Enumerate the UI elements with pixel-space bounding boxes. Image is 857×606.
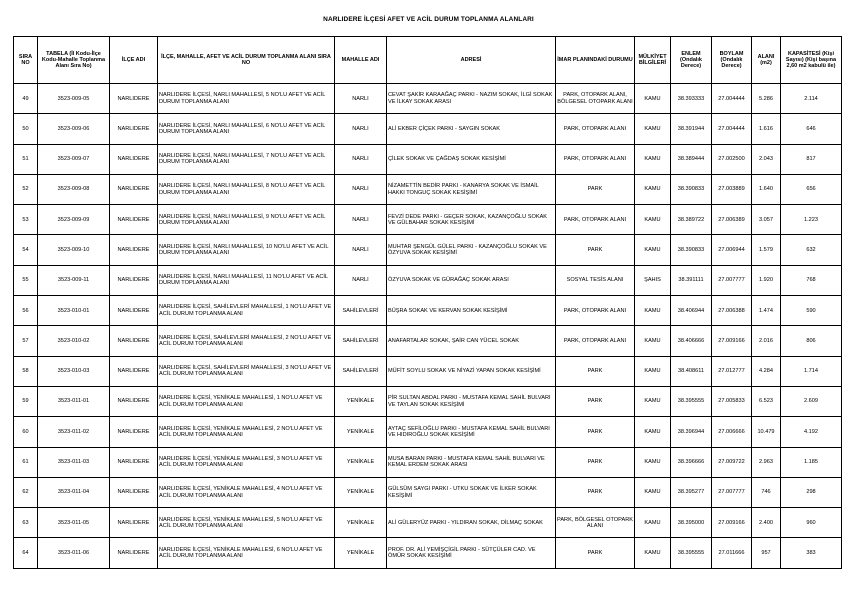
cell-alan-adi: NARLIDERE İLÇESİ, NARLI MAHALLESİ, 7 NO'LU AFET VE ACİL DURUM TOPLANMA ALANI	[158, 144, 335, 174]
table-row	[14, 477, 842, 507]
cell-sira-no: 60	[14, 417, 38, 447]
cell-alan-adi: NARLIDERE İLÇESİ, NARLI MAHALLESİ, 6 NO'LU AFET VE ACİL DURUM TOPLANMA ALANI	[158, 114, 335, 144]
header-enlem: ENLEM (Ondalık Derece)	[671, 37, 712, 84]
cell-adres: PİR SULTAN ABDAL PARKI - MUSTAFA KEMAL SAHİL BULVARI VE TAYLAN SOKAK KESİŞİMİ	[387, 386, 556, 416]
cell-mahalle-adi: NARLI	[335, 265, 387, 295]
cell-enlem: 38.408611	[671, 356, 712, 386]
header-ilce-adi: İLÇE ADI	[110, 37, 158, 84]
cell-boylam: 27.011666	[712, 538, 752, 568]
cell-mulkiyet: KAMU	[635, 326, 671, 356]
cell-mahalle-adi: NARLI	[335, 205, 387, 235]
cell-enlem: 38.391111	[671, 265, 712, 295]
cell-mahalle-adi: YENİKALE	[335, 477, 387, 507]
cell-ilce-adi: NARLIDERE	[110, 265, 158, 295]
cell-mulkiyet: KAMU	[635, 235, 671, 265]
cell-kapasite: 656	[781, 174, 842, 204]
cell-enlem: 38.390833	[671, 174, 712, 204]
header-alan-adi: İLÇE, MAHALLE, AFET VE ACİL DURUM TOPLANMA ALANI SIRA NO	[158, 37, 335, 84]
table-row	[14, 538, 842, 568]
cell-boylam: 27.007777	[712, 265, 752, 295]
cell-imar: SOSYAL TESİS ALANI	[556, 265, 635, 295]
cell-mahalle-adi: YENİKALE	[335, 447, 387, 477]
cell-tabela: 3523-009-07	[38, 144, 110, 174]
cell-alan-adi: NARLIDERE İLÇESİ, NARLI MAHALLESİ, 9 NO'LU AFET VE ACİL DURUM TOPLANMA ALANI	[158, 205, 335, 235]
cell-enlem: 38.390833	[671, 235, 712, 265]
header-adres: ADRESİ	[387, 37, 556, 84]
cell-boylam: 27.006389	[712, 205, 752, 235]
cell-sira-no: 58	[14, 356, 38, 386]
table-row	[14, 508, 842, 538]
cell-alan-adi: NARLIDERE İLÇESİ, SAHİLEVLERİ MAHALLESİ, 3 NO'LU AFET VE ACİL DURUM TOPLANMA ALANI	[158, 356, 335, 386]
cell-mulkiyet: KAMU	[635, 508, 671, 538]
cell-adres: ÇİLEK SOKAK VE ÇAĞDAŞ SOKAK KESİŞİMİ	[387, 144, 556, 174]
table-row	[14, 84, 842, 114]
cell-alan-adi: NARLIDERE İLÇESİ, YENİKALE MAHALLESİ, 4 NO'LU AFET VE ACİL DURUM TOPLANMA ALANI	[158, 477, 335, 507]
cell-kapasite: 4.192	[781, 417, 842, 447]
cell-sira-no: 59	[14, 386, 38, 416]
cell-boylam: 27.006388	[712, 296, 752, 326]
assembly-areas-table	[13, 36, 842, 569]
header-alani: ALANI (m2)	[752, 37, 781, 84]
cell-alani: 3.057	[752, 205, 781, 235]
cell-adres: NİZAMETTİN BEDİR PARKI - KANARYA SOKAK VE İSMAİL HAKKI TONGUÇ SOKAK KESİŞİMİ	[387, 174, 556, 204]
header-tabela: TABELA (İl Kodu-İlçe Kodu-Mahalle Toplanma Alanı Sıra No)	[38, 37, 110, 84]
table-row	[14, 447, 842, 477]
cell-alan-adi: NARLIDERE İLÇESİ, SAHİLEVLERİ MAHALLESİ, 1 NO'LU AFET VE ACİL DURUM TOPLANMA ALANI	[158, 296, 335, 326]
cell-imar: PARK, OTOPARK ALANI	[556, 296, 635, 326]
header-imar: İMAR PLANINDAKİ DURUMU	[556, 37, 635, 84]
cell-kapasite: 817	[781, 144, 842, 174]
cell-kapasite: 1.223	[781, 205, 842, 235]
cell-ilce-adi: NARLIDERE	[110, 296, 158, 326]
cell-mulkiyet: KAMU	[635, 538, 671, 568]
cell-kapasite: 1.714	[781, 356, 842, 386]
cell-boylam: 27.006666	[712, 417, 752, 447]
cell-mulkiyet: KAMU	[635, 296, 671, 326]
cell-alani: 1.640	[752, 174, 781, 204]
cell-enlem: 38.406944	[671, 296, 712, 326]
cell-imar: PARK	[556, 174, 635, 204]
cell-kapasite: 806	[781, 326, 842, 356]
cell-mahalle-adi: NARLI	[335, 174, 387, 204]
cell-adres: FEVZİ DEDE PARKI - GEÇER SOKAK, KAZANÇOĞLU SOKAK VE GÜLBAHAR SOKAK KESİŞİMİ	[387, 205, 556, 235]
cell-imar: PARK	[556, 417, 635, 447]
cell-alan-adi: NARLIDERE İLÇESİ, YENİKALE MAHALLESİ, 3 NO'LU AFET VE ACİL DURUM TOPLANMA ALANI	[158, 447, 335, 477]
cell-alani: 5.286	[752, 84, 781, 114]
cell-sira-no: 63	[14, 508, 38, 538]
cell-ilce-adi: NARLIDERE	[110, 508, 158, 538]
cell-ilce-adi: NARLIDERE	[110, 326, 158, 356]
cell-kapasite: 383	[781, 538, 842, 568]
cell-adres: MUSA BARAN PARKI - MUSTAFA KEMAL SAHİL BULVARI VE KEMAL ERDEM SOKAK ARASI	[387, 447, 556, 477]
cell-enlem: 38.396944	[671, 417, 712, 447]
cell-sira-no: 57	[14, 326, 38, 356]
cell-tabela: 3523-010-01	[38, 296, 110, 326]
cell-boylam: 27.004444	[712, 84, 752, 114]
cell-kapasite: 960	[781, 508, 842, 538]
cell-tabela: 3523-011-04	[38, 477, 110, 507]
cell-enlem: 38.395277	[671, 477, 712, 507]
cell-enlem: 38.391944	[671, 114, 712, 144]
cell-imar: PARK, OTOPARK ALANI, BÖLGESEL OTOPARK ALANI	[556, 84, 635, 114]
cell-adres: MÜFİT SOYLU SOKAK VE NİYAZİ YAPAN SOKAK KESİŞİMİ	[387, 356, 556, 386]
cell-adres: ALİ EKBER ÇİÇEK PARKI - SAYGIN SOKAK	[387, 114, 556, 144]
cell-boylam: 27.009166	[712, 508, 752, 538]
cell-tabela: 3523-010-02	[38, 326, 110, 356]
cell-mahalle-adi: NARLI	[335, 144, 387, 174]
table-row	[14, 417, 842, 447]
table-row	[14, 205, 842, 235]
cell-mulkiyet: KAMU	[635, 386, 671, 416]
cell-mahalle-adi: YENİKALE	[335, 508, 387, 538]
cell-mahalle-adi: NARLI	[335, 84, 387, 114]
table-row	[14, 174, 842, 204]
cell-alani: 10.479	[752, 417, 781, 447]
cell-adres: CEVAT ŞAKİR KARAAĞAÇ PARKI - NAZIM SOKAK, İLGİ SOKAK VE İLKAY SOKAK ARASI	[387, 84, 556, 114]
cell-tabela: 3523-011-02	[38, 417, 110, 447]
cell-imar: PARK, OTOPARK ALANI	[556, 326, 635, 356]
cell-enlem: 38.396666	[671, 447, 712, 477]
cell-sira-no: 49	[14, 84, 38, 114]
cell-ilce-adi: NARLIDERE	[110, 386, 158, 416]
cell-boylam: 27.009166	[712, 326, 752, 356]
cell-alani: 957	[752, 538, 781, 568]
header-boylam: BOYLAM (Ondalık Derece)	[712, 37, 752, 84]
cell-sira-no: 62	[14, 477, 38, 507]
document-title: NARLIDERE İLÇESİ AFET VE ACİL DURUM TOPLANMA ALANLARI	[323, 16, 534, 23]
cell-enlem: 38.389444	[671, 144, 712, 174]
cell-adres: ÖZYUVA SOKAK VE GÜRAĞAÇ SOKAK ARASI	[387, 265, 556, 295]
cell-imar: PARK, OTOPARK ALANI	[556, 205, 635, 235]
cell-enlem: 38.395555	[671, 386, 712, 416]
cell-enlem: 38.393333	[671, 84, 712, 114]
table-row	[14, 265, 842, 295]
cell-adres: BÜŞRA SOKAK VE KERVAN SOKAK KESİŞİMİ	[387, 296, 556, 326]
cell-mulkiyet: KAMU	[635, 205, 671, 235]
cell-ilce-adi: NARLIDERE	[110, 205, 158, 235]
cell-ilce-adi: NARLIDERE	[110, 84, 158, 114]
cell-boylam: 27.012777	[712, 356, 752, 386]
cell-adres: MUHTAR ŞENGÜL GÜLEL PARKI - KAZANÇOĞLU SOKAK VE ÖZYUVA SOKAK KESİŞİMİ	[387, 235, 556, 265]
cell-sira-no: 51	[14, 144, 38, 174]
cell-imar: PARK	[556, 356, 635, 386]
table-row	[14, 114, 842, 144]
cell-tabela: 3523-011-05	[38, 508, 110, 538]
table-row	[14, 235, 842, 265]
cell-mahalle-adi: SAHİLEVLERİ	[335, 326, 387, 356]
cell-ilce-adi: NARLIDERE	[110, 235, 158, 265]
cell-imar: PARK, OTOPARK ALANI	[556, 144, 635, 174]
cell-alan-adi: NARLIDERE İLÇESİ, SAHİLEVLERİ MAHALLESİ, 2 NO'LU AFET VE ACİL DURUM TOPLANMA ALANI	[158, 326, 335, 356]
cell-boylam: 27.009722	[712, 447, 752, 477]
cell-alani: 1.920	[752, 265, 781, 295]
cell-alan-adi: NARLIDERE İLÇESİ, YENİKALE MAHALLESİ, 5 NO'LU AFET VE ACİL DURUM TOPLANMA ALANI	[158, 508, 335, 538]
cell-adres: AYTAÇ SEFİLOĞLU PARKI - MUSTAFA KEMAL SAHİL BULVARI VE HIDIROĞLU SOKAK KESİŞİMİ	[387, 417, 556, 447]
cell-alan-adi: NARLIDERE İLÇESİ, NARLI MAHALLESİ, 10 NO'LU AFET VE ACİL DURUM TOPLANMA ALANI	[158, 235, 335, 265]
cell-kapasite: 768	[781, 265, 842, 295]
cell-alani: 2.043	[752, 144, 781, 174]
header-sira-no: SIRA NO	[14, 37, 38, 84]
cell-tabela: 3523-011-03	[38, 447, 110, 477]
cell-sira-no: 55	[14, 265, 38, 295]
cell-mulkiyet: KAMU	[635, 174, 671, 204]
cell-mulkiyet: KAMU	[635, 84, 671, 114]
cell-mahalle-adi: YENİKALE	[335, 538, 387, 568]
cell-alani: 746	[752, 477, 781, 507]
cell-ilce-adi: NARLIDERE	[110, 174, 158, 204]
table-body	[14, 84, 842, 569]
cell-alani: 1.474	[752, 296, 781, 326]
cell-tabela: 3523-009-05	[38, 84, 110, 114]
cell-kapasite: 590	[781, 296, 842, 326]
cell-boylam: 27.004444	[712, 114, 752, 144]
cell-tabela: 3523-009-10	[38, 235, 110, 265]
cell-ilce-adi: NARLIDERE	[110, 417, 158, 447]
cell-sira-no: 50	[14, 114, 38, 144]
cell-mulkiyet: KAMU	[635, 144, 671, 174]
cell-mahalle-adi: NARLI	[335, 235, 387, 265]
cell-kapasite: 632	[781, 235, 842, 265]
cell-enlem: 38.406666	[671, 326, 712, 356]
cell-imar: PARK	[556, 447, 635, 477]
cell-boylam: 27.006944	[712, 235, 752, 265]
cell-ilce-adi: NARLIDERE	[110, 477, 158, 507]
cell-imar: PARK, BÖLGESEL OTOPARK ALANI	[556, 508, 635, 538]
cell-sira-no: 56	[14, 296, 38, 326]
cell-ilce-adi: NARLIDERE	[110, 114, 158, 144]
cell-imar: PARK	[556, 235, 635, 265]
cell-alan-adi: NARLIDERE İLÇESİ, NARLI MAHALLESİ, 5 NO'LU AFET VE ACİL DURUM TOPLANMA ALANI	[158, 84, 335, 114]
cell-imar: PARK	[556, 538, 635, 568]
cell-tabela: 3523-009-09	[38, 205, 110, 235]
cell-adres: PROF. DR. ALİ YEMİŞÇİGİL PARKI - SÜTÇÜLER CAD. VE ÖMÜR SOKAK KESİŞİMİ	[387, 538, 556, 568]
cell-mulkiyet: KAMU	[635, 477, 671, 507]
cell-alan-adi: NARLIDERE İLÇESİ, YENİKALE MAHALLESİ, 1 NO'LU AFET VE ACİL DURUM TOPLANMA ALANI	[158, 386, 335, 416]
cell-mulkiyet: KAMU	[635, 114, 671, 144]
cell-sira-no: 64	[14, 538, 38, 568]
cell-tabela: 3523-010-03	[38, 356, 110, 386]
header-row	[14, 37, 842, 84]
cell-adres: ANAFARTALAR SOKAK, ŞAİR CAN YÜCEL SOKAK	[387, 326, 556, 356]
cell-mulkiyet: KAMU	[635, 417, 671, 447]
cell-boylam: 27.007777	[712, 477, 752, 507]
cell-alani: 2.400	[752, 508, 781, 538]
cell-tabela: 3523-009-08	[38, 174, 110, 204]
cell-imar: PARK	[556, 477, 635, 507]
cell-mahalle-adi: SAHİLEVLERİ	[335, 356, 387, 386]
cell-sira-no: 61	[14, 447, 38, 477]
cell-enlem: 38.389722	[671, 205, 712, 235]
cell-sira-no: 52	[14, 174, 38, 204]
cell-boylam: 27.003889	[712, 174, 752, 204]
header-mulkiyet: MÜLKİYET BİLGİLERİ	[635, 37, 671, 84]
cell-ilce-adi: NARLIDERE	[110, 144, 158, 174]
cell-alani: 6.523	[752, 386, 781, 416]
cell-tabela: 3523-011-06	[38, 538, 110, 568]
cell-adres: GÜLSÜM SAYGI PARKI - UTKU SOKAK VE İLKER SOKAK KESİŞİMİ	[387, 477, 556, 507]
cell-alani: 1.579	[752, 235, 781, 265]
cell-mahalle-adi: SAHİLEVLERİ	[335, 296, 387, 326]
cell-sira-no: 54	[14, 235, 38, 265]
cell-alani: 2.016	[752, 326, 781, 356]
cell-tabela: 3523-009-11	[38, 265, 110, 295]
cell-ilce-adi: NARLIDERE	[110, 447, 158, 477]
cell-kapasite: 2.609	[781, 386, 842, 416]
cell-imar: PARK, OTOPARK ALANI	[556, 114, 635, 144]
cell-mahalle-adi: YENİKALE	[335, 417, 387, 447]
cell-tabela: 3523-009-06	[38, 114, 110, 144]
table-row	[14, 386, 842, 416]
cell-imar: PARK	[556, 386, 635, 416]
cell-mulkiyet: ŞAHIS	[635, 265, 671, 295]
cell-alan-adi: NARLIDERE İLÇESİ, NARLI MAHALLESİ, 11 NO'LU AFET VE ACİL DURUM TOPLANMA ALANI	[158, 265, 335, 295]
cell-alan-adi: NARLIDERE İLÇESİ, YENİKALE MAHALLESİ, 6 NO'LU AFET VE ACİL DURUM TOPLANMA ALANI	[158, 538, 335, 568]
cell-boylam: 27.005833	[712, 386, 752, 416]
cell-tabela: 3523-011-01	[38, 386, 110, 416]
table-row	[14, 296, 842, 326]
table-row	[14, 356, 842, 386]
cell-ilce-adi: NARLIDERE	[110, 356, 158, 386]
table-row	[14, 144, 842, 174]
cell-boylam: 27.002500	[712, 144, 752, 174]
cell-mahalle-adi: NARLI	[335, 114, 387, 144]
cell-alani: 2.963	[752, 447, 781, 477]
cell-alani: 1.616	[752, 114, 781, 144]
cell-adres: ALİ GÜLERYÜZ PARKI - YILDIRAN SOKAK, DİLMAÇ SOKAK	[387, 508, 556, 538]
header-mahalle-adi: MAHALLE ADI	[335, 37, 387, 84]
cell-kapasite: 2.114	[781, 84, 842, 114]
cell-mulkiyet: KAMU	[635, 447, 671, 477]
cell-alan-adi: NARLIDERE İLÇESİ, YENİKALE MAHALLESİ, 2 NO'LU AFET VE ACİL DURUM TOPLANMA ALANI	[158, 417, 335, 447]
cell-kapasite: 646	[781, 114, 842, 144]
table-row	[14, 326, 842, 356]
cell-mahalle-adi: YENİKALE	[335, 386, 387, 416]
cell-alani: 4.284	[752, 356, 781, 386]
cell-ilce-adi: NARLIDERE	[110, 538, 158, 568]
cell-enlem: 38.395000	[671, 508, 712, 538]
cell-alan-adi: NARLIDERE İLÇESİ, NARLI MAHALLESİ, 8 NO'LU AFET VE ACİL DURUM TOPLANMA ALANI	[158, 174, 335, 204]
cell-kapasite: 298	[781, 477, 842, 507]
header-kapasite: KAPASİTESİ (Kişi Sayısı) (Kişi başına 2,60 m2 kabulü ile)	[781, 37, 842, 84]
cell-mulkiyet: KAMU	[635, 356, 671, 386]
cell-sira-no: 53	[14, 205, 38, 235]
cell-kapasite: 1.185	[781, 447, 842, 477]
cell-enlem: 38.395555	[671, 538, 712, 568]
